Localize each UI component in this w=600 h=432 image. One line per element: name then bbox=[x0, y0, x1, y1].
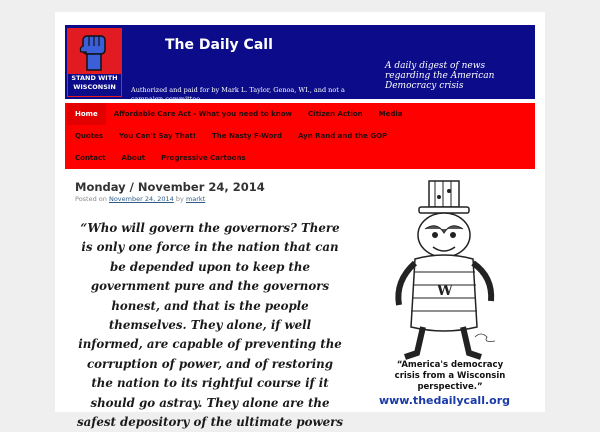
nav-item-quotes[interactable]: Quotes bbox=[75, 132, 104, 140]
post-meta bbox=[75, 195, 205, 203]
nav-item-citizen-action[interactable]: Citizen Action bbox=[308, 110, 363, 118]
fist-icon bbox=[77, 32, 111, 72]
logo-text-line2: WISCONSIN bbox=[73, 83, 116, 91]
site-title[interactable]: The Daily Call bbox=[165, 37, 273, 53]
sidebar-caption: “America's democracy crisis from a Wisconsin perspective.” bbox=[394, 360, 506, 392]
page-container bbox=[55, 12, 545, 430]
post-quote: “Who will govern the governors? There is only one force in the nation that can be depended upon to keep the government pure and the governors honest, and that is the people themselves. They alone, if well informed, are capable of preventing the corruption of power, and of restoring the nation to its rightful course if it should go astray. They alone are the safest depository of the ultimate powers bbox=[76, 221, 344, 430]
nav-item-affordable-care-act[interactable]: Affordable Care Act - What you need to know bbox=[113, 110, 293, 118]
nav-item-about[interactable]: About bbox=[121, 154, 146, 162]
nav-item-progressive-cartoons[interactable]: Progressive Cartoons bbox=[161, 154, 246, 162]
nav-row-2 bbox=[65, 125, 395, 147]
nav-row-3 bbox=[65, 147, 254, 169]
stand-with-wisconsin-logo[interactable] bbox=[67, 28, 122, 97]
post-meta-prefix: Posted on bbox=[75, 195, 107, 203]
logo-banner bbox=[68, 74, 121, 96]
authorized-notice: Authorized and paid for by Mark L. Taylor, Genoa, WI., and not a campaign committee bbox=[131, 86, 345, 103]
nav-item-home[interactable]: Home bbox=[67, 103, 106, 125]
svg-text:W: W bbox=[437, 283, 453, 299]
logo-text-line1: STAND WITH bbox=[71, 74, 118, 82]
nav-item-ayn-rand[interactable]: Ayn Rand and the GOP bbox=[297, 132, 388, 140]
nav-item-you-cant-say-that[interactable]: You Can't Say That! bbox=[119, 132, 197, 140]
nav-item-contact[interactable]: Contact bbox=[75, 154, 106, 162]
nav-row-1 bbox=[65, 103, 411, 125]
site-header bbox=[65, 25, 535, 103]
post-meta-by: by bbox=[175, 195, 184, 203]
nav-item-nasty-f-word[interactable]: The Nasty F-Word bbox=[212, 132, 282, 140]
post-author-link[interactable]: markt bbox=[185, 195, 206, 203]
main-navigation bbox=[65, 103, 535, 169]
site-tagline: A daily digest of news regarding the American Democracy crisis bbox=[385, 61, 495, 91]
post-title[interactable]: Monday / November 24, 2014 bbox=[75, 180, 265, 194]
sidebar-url-link[interactable]: www.thedailycall.org bbox=[378, 394, 511, 407]
nav-item-media[interactable]: Media bbox=[378, 110, 403, 118]
post-date-link[interactable]: November 24, 2014 bbox=[108, 195, 174, 203]
